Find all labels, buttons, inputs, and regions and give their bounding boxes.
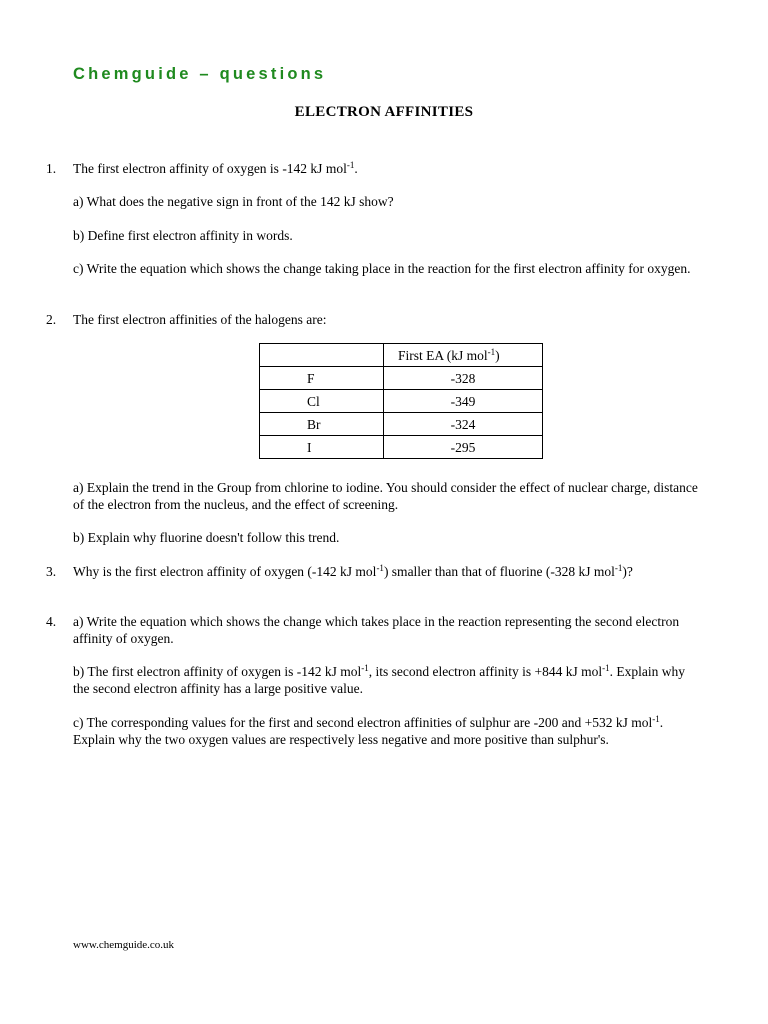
table-row: [260, 390, 543, 413]
question-4-part-c: [73, 714, 703, 748]
question-4-part-b-text-2: , its second electron affinity is +844 kJ mol: [368, 664, 603, 679]
table-row: [260, 436, 543, 459]
question-4-part-c-text-2: . Explain why the two oxygen values are respectively less negative and more positive than sulphur's.: [73, 715, 664, 747]
footer-url: www.chemguide.co.uk: [73, 939, 175, 951]
table-row: [260, 367, 543, 390]
question-1-stem-end: .: [354, 161, 358, 176]
question-3-number: 3.: [46, 564, 57, 579]
question-2-part-a: a) Explain the trend in the Group from chlorine to iodine. You should consider the effect of nuclear charge, distance of the electron from the nucleus, and the effect of screening.: [73, 480, 698, 512]
question-3-text-a: Why is the first electron affinity of oxygen (-142 kJ mol: [73, 564, 377, 579]
table-cell-value: -349: [384, 390, 543, 413]
question-1-part-b: b) Define first electron affinity in words.: [73, 228, 293, 243]
question-4-part-b: [73, 663, 703, 697]
table-cell-element: F: [260, 367, 384, 390]
question-1-stem-text: The first electron affinity of oxygen is -142 kJ mol: [73, 161, 347, 176]
superscript: -1: [602, 663, 610, 673]
table-cell-element: Cl: [260, 390, 384, 413]
electron-affinity-table: [259, 343, 543, 459]
question-3-text-c: )?: [622, 564, 633, 579]
question-3-stem: [73, 563, 683, 580]
question-4-part-a: a) Write the equation which shows the change which takes place in the reaction representing the second electron affinity of oxygen.: [73, 614, 680, 646]
question-2-number: 2.: [46, 312, 57, 327]
question-3-text-b: ) smaller than that of fluorine (-328 kJ mol: [383, 564, 615, 579]
superscript: -1: [652, 714, 660, 724]
table-header-text: First EA (kJ mol: [398, 347, 488, 363]
table-header-row: [260, 344, 543, 367]
table-cell-element: I: [260, 436, 384, 459]
table-cell-value: -328: [384, 367, 543, 390]
table-header-first-ea: [384, 344, 543, 367]
superscript: -1: [361, 663, 369, 673]
brand-heading: Chemguide – questions: [73, 65, 327, 83]
question-2-part-b: b) Explain why fluorine doesn't follow this trend.: [73, 530, 340, 545]
table-header-end: ): [495, 347, 500, 363]
table-header-blank: [260, 344, 384, 367]
superscript: -1: [487, 346, 496, 357]
question-4-part-c-text-1: c) The corresponding values for the first and second electron affinities of sulphur are -200 and +532 kJ mol: [73, 715, 653, 730]
question-1-part-a: a) What does the negative sign in front of the 142 kJ show?: [73, 194, 394, 209]
question-4-number: 4.: [46, 614, 57, 629]
table-cell-element: Br: [260, 413, 384, 436]
page-title: ELECTRON AFFINITIES: [294, 104, 474, 120]
question-4-part-b-text-1: b) The first electron affinity of oxygen is -142 kJ mol: [73, 664, 362, 679]
table-cell-value: -324: [384, 413, 543, 436]
table-row: [260, 413, 543, 436]
question-1-part-c: c) Write the equation which shows the change taking place in the reaction for the first electron affinity for oxygen.: [73, 261, 691, 276]
question-1-stem: [73, 160, 703, 177]
question-4-part-b-text-3: . Explain why the second electron affinity has a large positive value.: [73, 664, 686, 696]
question-2-stem: The first electron affinities of the halogens are:: [73, 312, 327, 327]
superscript: -1: [614, 563, 623, 573]
superscript: -1: [346, 160, 355, 170]
superscript: -1: [376, 563, 384, 573]
table-cell-value: -295: [384, 436, 543, 459]
question-1-number: 1.: [46, 161, 57, 176]
